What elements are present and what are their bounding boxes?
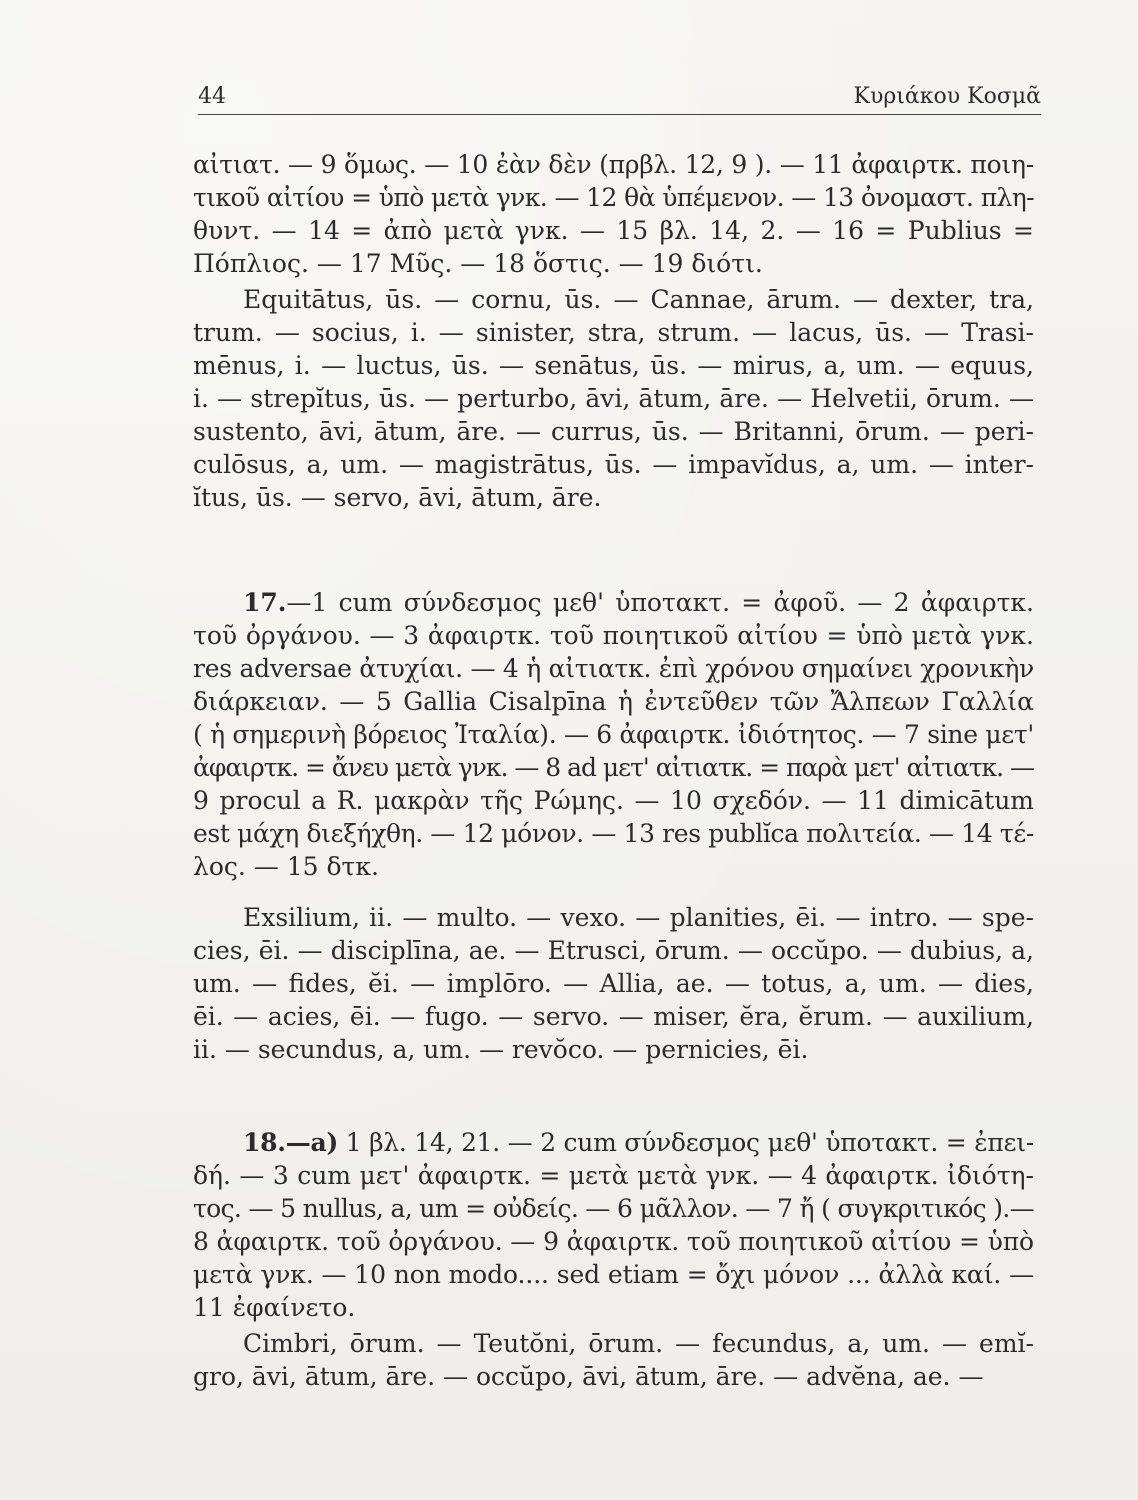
text-line: τοῦ ὀργάνου. — 3 ἀφαιρτκ. τοῦ ποιητικοῦ αἰτίου = ὑπὸ μετὰ γνκ. xyxy=(193,621,1034,650)
text-line: i. — strepĭtus, ūs. — perturbo, āvi, ātum, āre. — Helvetii, ōrum. — xyxy=(193,384,1034,413)
section-number: 17. xyxy=(243,588,287,617)
section-18-vocabulary xyxy=(193,1327,1034,1393)
text-line: Equitātus, ūs. — cornu, ūs. — Cannae, ārum. — dexter, tra, xyxy=(243,285,1034,314)
section-16-notes xyxy=(193,148,1034,280)
text-line: Exsilium, ii. — multo. — vexo. — planities, ēi. — intro. — spe- xyxy=(243,903,1034,932)
section-number: 18. xyxy=(243,1128,286,1157)
text-line xyxy=(193,1126,1034,1159)
text-line-content: —1 cum σύνδεσμος μεθ' ὑποτακτ. = ἀφοῦ. — 2 ἀφαιρτκ. xyxy=(286,588,1034,617)
text-line: Cimbri, ōrum. — Teutŏni, ōrum. — fecundus, a, um. — emĭ- xyxy=(243,1329,1034,1358)
section-17-vocabulary xyxy=(193,901,1034,1066)
page-number: 44 xyxy=(198,84,226,109)
text-line: μετὰ γνκ. — 10 non modo.... sed etiam = ὄχι μόνον ... ἀλλὰ καί. — xyxy=(193,1260,1034,1289)
section-16-vocabulary xyxy=(193,283,1034,514)
text-line: 11 ἐφαίνετο. xyxy=(193,1293,356,1322)
text-line: Πόπλιος. — 17 Μῦς. — 18 ὅστις. — 19 διότι. xyxy=(193,249,763,278)
text-line: θυντ. — 14 = ἀπὸ μετὰ γνκ. — 15 βλ. 14, 2. — 16 = Publius = xyxy=(193,216,1034,245)
text-line: ἀφαιρτκ. = ἄνευ μετὰ γνκ. — 8 ad μετ' αἰτιατκ. = παρὰ μετ' αἰτιατκ. — xyxy=(193,753,1034,782)
text-line: culōsus, a, um. — magistrātus, ūs. — impavĭdus, a, um. — inter- xyxy=(193,450,1034,479)
text-line-content: 1 βλ. 14, 21. — 2 cum σύνδεσμος μεθ' ὑποτακτ. = ἐπει- xyxy=(338,1128,1034,1157)
text-line: ēi. — acies, ēi. — fugo. — servo. — miser, ĕra, ĕrum. — auxilium, xyxy=(193,1002,1034,1031)
header-rule xyxy=(198,114,1041,115)
text-line: mēnus, i. — luctus, ūs. — senātus, ūs. — mirus, a, um. — equus, xyxy=(193,351,1034,380)
text-line: διάρκειαν. — 5 Gallia Cisalpīna ἡ ἐντεῦθεν τῶν Ἄλπεων Γαλλία xyxy=(193,687,1034,716)
text-line: τικοῦ αἰτίου = ὑπὸ μετὰ γνκ. — 12 θὰ ὑπέμενον. — 13 ὀνομαστ. πλη- xyxy=(193,183,1034,212)
text-line xyxy=(193,586,1034,619)
text-line: ĭtus, ūs. — servo, āvi, ātum, āre. xyxy=(193,483,602,512)
section-17-notes xyxy=(193,586,1034,883)
text-line: gro, āvi, ātum, āre. — occŭpo, āvi, ātum, āre. — advĕna, ae. — xyxy=(193,1362,984,1391)
text-line: δή. — 3 cum μετ' ἀφαιρτκ. = μετὰ μετὰ γνκ. — 4 ἀφαιρτκ. ἰδιότη- xyxy=(193,1161,1034,1190)
text-line: λος. — 15 δτκ. xyxy=(193,852,379,881)
text-line: τος. — 5 nullus, a, um = οὐδείς. — 6 μᾶλλον. — 7 ἤ ( συγκριτικός ).— xyxy=(193,1194,1034,1223)
text-line: αἰτιατ. — 9 ὅμως. — 10 ἐὰν δὲν (πρβλ. 12, 9 ). — 11 ἀφαιρτκ. ποιη- xyxy=(193,150,1034,179)
text-line: res adversae ἀτυχίαι. — 4 ἡ αἰτιατκ. ἐπὶ χρόνου σημαίνει χρονικὴν xyxy=(193,654,1034,683)
part-label: —a) xyxy=(285,1128,339,1157)
text-line: 9 procul a R. μακρὰν τῆς Ρώμης. — 10 σχεδόν. — 11 dimicātum xyxy=(193,786,1034,815)
text-line: sustento, āvi, ātum, āre. — currus, ūs. — Britanni, ōrum. — peri- xyxy=(193,417,1034,446)
running-head xyxy=(198,82,1041,112)
text-line: cies, ēi. — disciplīna, ae. — Etrusci, ōrum. — occŭpo. — dubius, a, xyxy=(193,936,1034,965)
text-line: est μάχη διεξήχθη. — 12 μόνον. — 13 res publĭca πολιτεία. — 14 τέ- xyxy=(193,819,1034,848)
text-line: 8 ἀφαιρτκ. τοῦ ὀργάνου. — 9 ἀφαιρτκ. τοῦ ποιητικοῦ αἰτίου = ὑπὸ xyxy=(193,1227,1034,1256)
running-title: Κυριάκου Κοσμᾶ xyxy=(853,84,1041,109)
text-line: um. — fides, ĕi. — implōro. — Allia, ae. — totus, a, um. — dies, xyxy=(193,969,1034,998)
text-line: ii. — secundus, a, um. — revŏco. — pernicies, ēi. xyxy=(193,1035,809,1064)
text-line: ( ἡ σημερινὴ βόρειος Ἰταλία). — 6 ἀφαιρτκ. ἰδιότητος. — 7 sine μετ' xyxy=(193,720,1034,749)
section-18-notes xyxy=(193,1126,1034,1324)
text-line: trum. — socius, i. — sinister, stra, strum. — lacus, ūs. — Trasi- xyxy=(193,318,1034,347)
